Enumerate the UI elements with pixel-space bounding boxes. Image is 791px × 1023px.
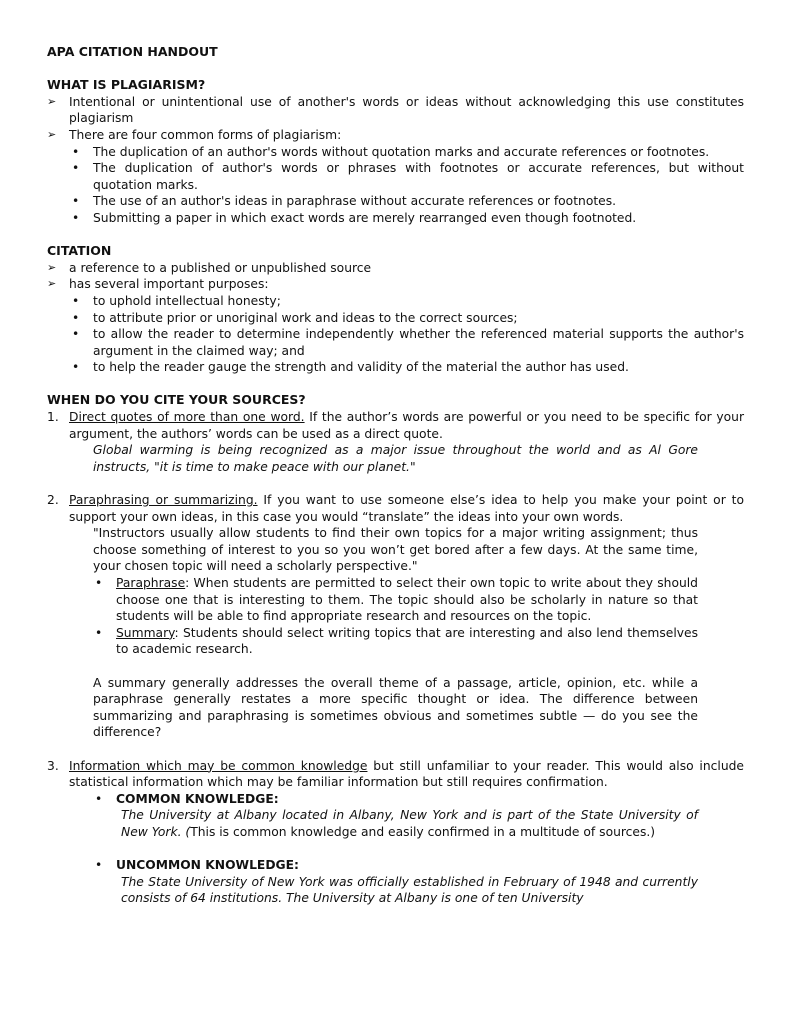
plagiarism-point-2: ➢ There are four common forms of plagiarism: bbox=[47, 127, 342, 142]
item-text: but still unfamiliar to your reader. This would also include statistical information which may be familiar information but still requires confirmation. bbox=[69, 758, 744, 790]
list-item: • The use of an author's ideas in paraphrase without accurate references or footnotes. bbox=[47, 193, 744, 210]
item-number: 3. bbox=[47, 758, 59, 773]
when-item-1 bbox=[47, 409, 744, 442]
plagiarism-point-1: ➢ Intentional or unintentional use of another's words or ideas without acknowledging this use constitutes plagiarism bbox=[47, 94, 744, 126]
common-knowledge-text: The University at Albany located in Albany, New York and is part of the State University of New York. (This is common knowledge and easily confirmed in a multitude of sources.) bbox=[121, 808, 698, 839]
paraphrase-label: Paraphrase bbox=[116, 576, 186, 590]
item-number: 1. bbox=[47, 410, 59, 425]
item-text: If the author’s words are powerful or you need to be specific for your argument, the authors’ words can be used as a direct quote. bbox=[69, 410, 744, 441]
plagiarism-heading: WHAT IS PLAGIARISM? bbox=[47, 77, 206, 93]
item-text: If you want to use someone else’s idea to help you make your point or to support your own ideas, in this case you would “translate” the ideas into your own words. bbox=[69, 493, 744, 524]
citation-point-2: ➢ has several important purposes: bbox=[47, 277, 269, 292]
list-item: • Summary: Students should select writing topics that are interesting and also lend themselves to academic research. bbox=[47, 625, 698, 658]
item-lead: Paraphrasing or summarizing. bbox=[69, 493, 258, 508]
item-2-note: A summary generally addresses the overall theme of a passage, article, opinion, etc. while a paraphrase generally restates a more specific thought or idea. The difference between summarizing and paraphrasing is sometimes obvious and sometimes subtle — do you see the difference? bbox=[93, 675, 698, 740]
list-item: • Paraphrase: When students are permitted to select their own topic to write about they should choose one that is interesting to them. The topic should also be scholarly in nature so that students will be able to find appropriate research and resources on the topic. bbox=[47, 575, 698, 625]
list-item: • to allow the reader to determine independently whether the referenced material supports the author's argument in the claimed way; and bbox=[47, 326, 744, 359]
citation-heading: CITATION bbox=[47, 243, 112, 259]
list-item: • to attribute prior or unoriginal work and ideas to the correct sources; bbox=[47, 310, 744, 327]
item-lead: Direct quotes of more than one word. bbox=[69, 410, 305, 425]
uncommon-knowledge-text: The State University of New York was officially established in February of 1948 and currently consists of 64 institutions. The University at Albany is one of ten University bbox=[121, 874, 698, 906]
item-1-example: Global warming is being recognized as a major issue throughout the world and as Al Gore instructs, "it is time to make peace with our planet." bbox=[93, 443, 698, 474]
list-item: • The duplication of author's words or phrases with footnotes or accurate references, but without quotation marks. bbox=[47, 160, 744, 193]
item-number: 2. bbox=[47, 493, 59, 508]
list-item: • to help the reader gauge the strength and validity of the material the author has used. bbox=[47, 359, 744, 376]
plagiarism-forms-list bbox=[47, 144, 744, 227]
summary-label: Summary bbox=[116, 625, 175, 640]
item-3-list bbox=[47, 791, 698, 808]
common-knowledge-label: COMMON KNOWLEDGE: bbox=[116, 791, 279, 806]
when-item-3 bbox=[47, 758, 744, 791]
item-3-list-2 bbox=[47, 857, 698, 874]
item-2-quote: "Instructors usually allow students to find their own topics for a major writing assignment; thus choose something of interest to you so you won’t get bored after a few days. At the same time, your chosen topic will need a scholarly perspective." bbox=[93, 526, 698, 574]
item-2-examples-list bbox=[47, 575, 698, 658]
list-item: • Submitting a paper in which exact words are merely rearranged even though footnoted. bbox=[47, 210, 744, 227]
arrow-bullet-icon: ➢ bbox=[47, 94, 57, 108]
list-item: • to uphold intellectual honesty; bbox=[47, 293, 744, 310]
when-item-2 bbox=[47, 492, 744, 525]
list-item: • The duplication of an author's words without quotation marks and accurate references or footnotes. bbox=[47, 144, 744, 161]
uncommon-knowledge-label: UNCOMMON KNOWLEDGE: bbox=[116, 858, 299, 873]
citation-purposes-list bbox=[47, 293, 744, 376]
document-title: APA CITATION HANDOUT bbox=[47, 44, 218, 59]
citation-point-1: ➢ a reference to a published or unpublished source bbox=[47, 260, 372, 275]
arrow-bullet-icon: ➢ bbox=[47, 277, 57, 291]
item-lead: Information which may be common knowledge bbox=[69, 758, 368, 773]
when-cite-heading: WHEN DO YOU CITE YOUR SOURCES? bbox=[47, 392, 306, 408]
list-item bbox=[47, 857, 698, 874]
list-item bbox=[47, 791, 698, 808]
arrow-bullet-icon: ➢ bbox=[47, 127, 57, 141]
arrow-bullet-icon: ➢ bbox=[47, 260, 57, 274]
